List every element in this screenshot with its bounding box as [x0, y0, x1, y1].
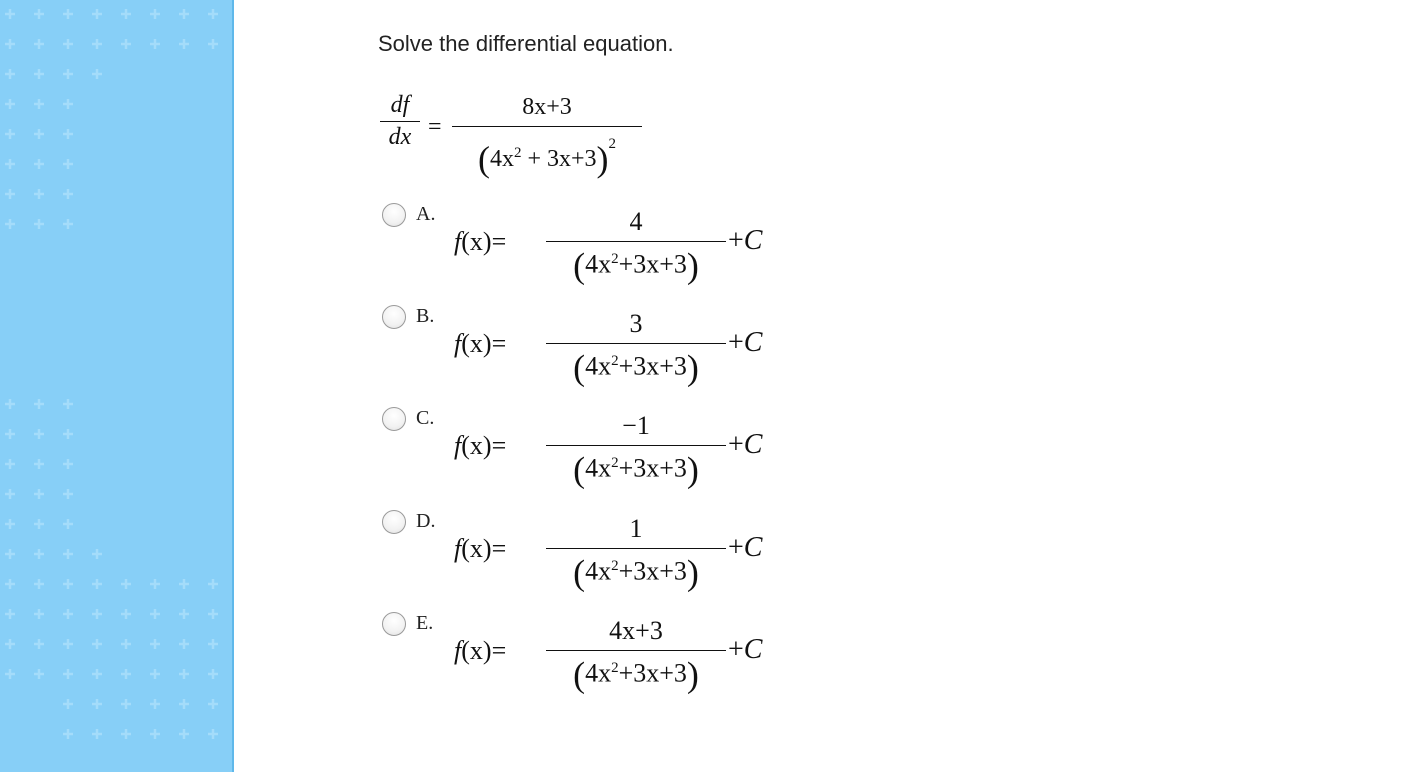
- answer-option[interactable]: [382, 203, 882, 303]
- radio-button-icon[interactable]: [382, 203, 406, 227]
- plus-pattern-icon: [0, 0, 232, 772]
- radio-button-icon[interactable]: [382, 305, 406, 329]
- option-numerator: 4: [629, 207, 643, 236]
- option-numerator: 3: [629, 309, 643, 338]
- option-numerator: 1: [629, 514, 643, 543]
- option-denominator: $(4x^2+3x+3)$: [573, 449, 699, 490]
- option-letter: A.: [416, 203, 436, 225]
- option-lhs: f(x)=: [454, 329, 507, 358]
- option-constant: +C: [728, 429, 763, 460]
- option-lhs: f(x)=: [454, 431, 507, 460]
- sidebar-divider: [232, 0, 234, 772]
- lhs-denominator: dx: [388, 124, 412, 150]
- rhs-denominator: $(4x^2 + 3x+3)^2$: [477, 136, 617, 179]
- option-denominator: $(4x^2+3x+3)$: [573, 552, 699, 593]
- option-fraction: [546, 309, 726, 388]
- option-denominator: $(4x^2+3x+3)$: [573, 347, 699, 388]
- option-fraction: [546, 411, 726, 490]
- lhs-numerator: df: [390, 92, 410, 118]
- rhs-numerator: 8x+3: [522, 94, 572, 120]
- option-fraction: [546, 514, 726, 593]
- option-constant: +C: [728, 634, 763, 665]
- option-numerator: −1: [622, 411, 650, 440]
- equals-sign: =: [428, 114, 442, 140]
- radio-button-icon[interactable]: [382, 612, 406, 636]
- option-constant: +C: [728, 532, 763, 563]
- option-lhs: f(x)=: [454, 227, 507, 256]
- question-prompt: Solve the differential equation.: [378, 31, 674, 56]
- option-letter: D.: [416, 510, 436, 532]
- radio-button-icon[interactable]: [382, 510, 406, 534]
- differential-equation: [380, 92, 660, 192]
- sidebar-panel: [0, 0, 232, 772]
- option-fraction: [546, 616, 726, 695]
- option-constant: +C: [728, 327, 763, 358]
- option-lhs: f(x)=: [454, 636, 507, 665]
- answer-option[interactable]: [382, 407, 882, 507]
- option-constant: +C: [728, 225, 763, 256]
- option-fraction: [546, 207, 726, 286]
- option-numerator: 4x+3: [609, 616, 663, 645]
- answer-option[interactable]: [382, 612, 882, 712]
- option-letter: B.: [416, 305, 435, 327]
- option-letter: C.: [416, 407, 435, 429]
- option-denominator: $(4x^2+3x+3)$: [573, 654, 699, 695]
- radio-button-icon[interactable]: [382, 407, 406, 431]
- answer-option[interactable]: [382, 510, 882, 610]
- option-lhs: f(x)=: [454, 534, 507, 563]
- answer-option[interactable]: [382, 305, 882, 405]
- equation-rhs: [452, 92, 642, 179]
- option-letter: E.: [416, 612, 434, 634]
- option-denominator: $(4x^2+3x+3)$: [573, 245, 699, 286]
- equation-lhs: [380, 92, 420, 151]
